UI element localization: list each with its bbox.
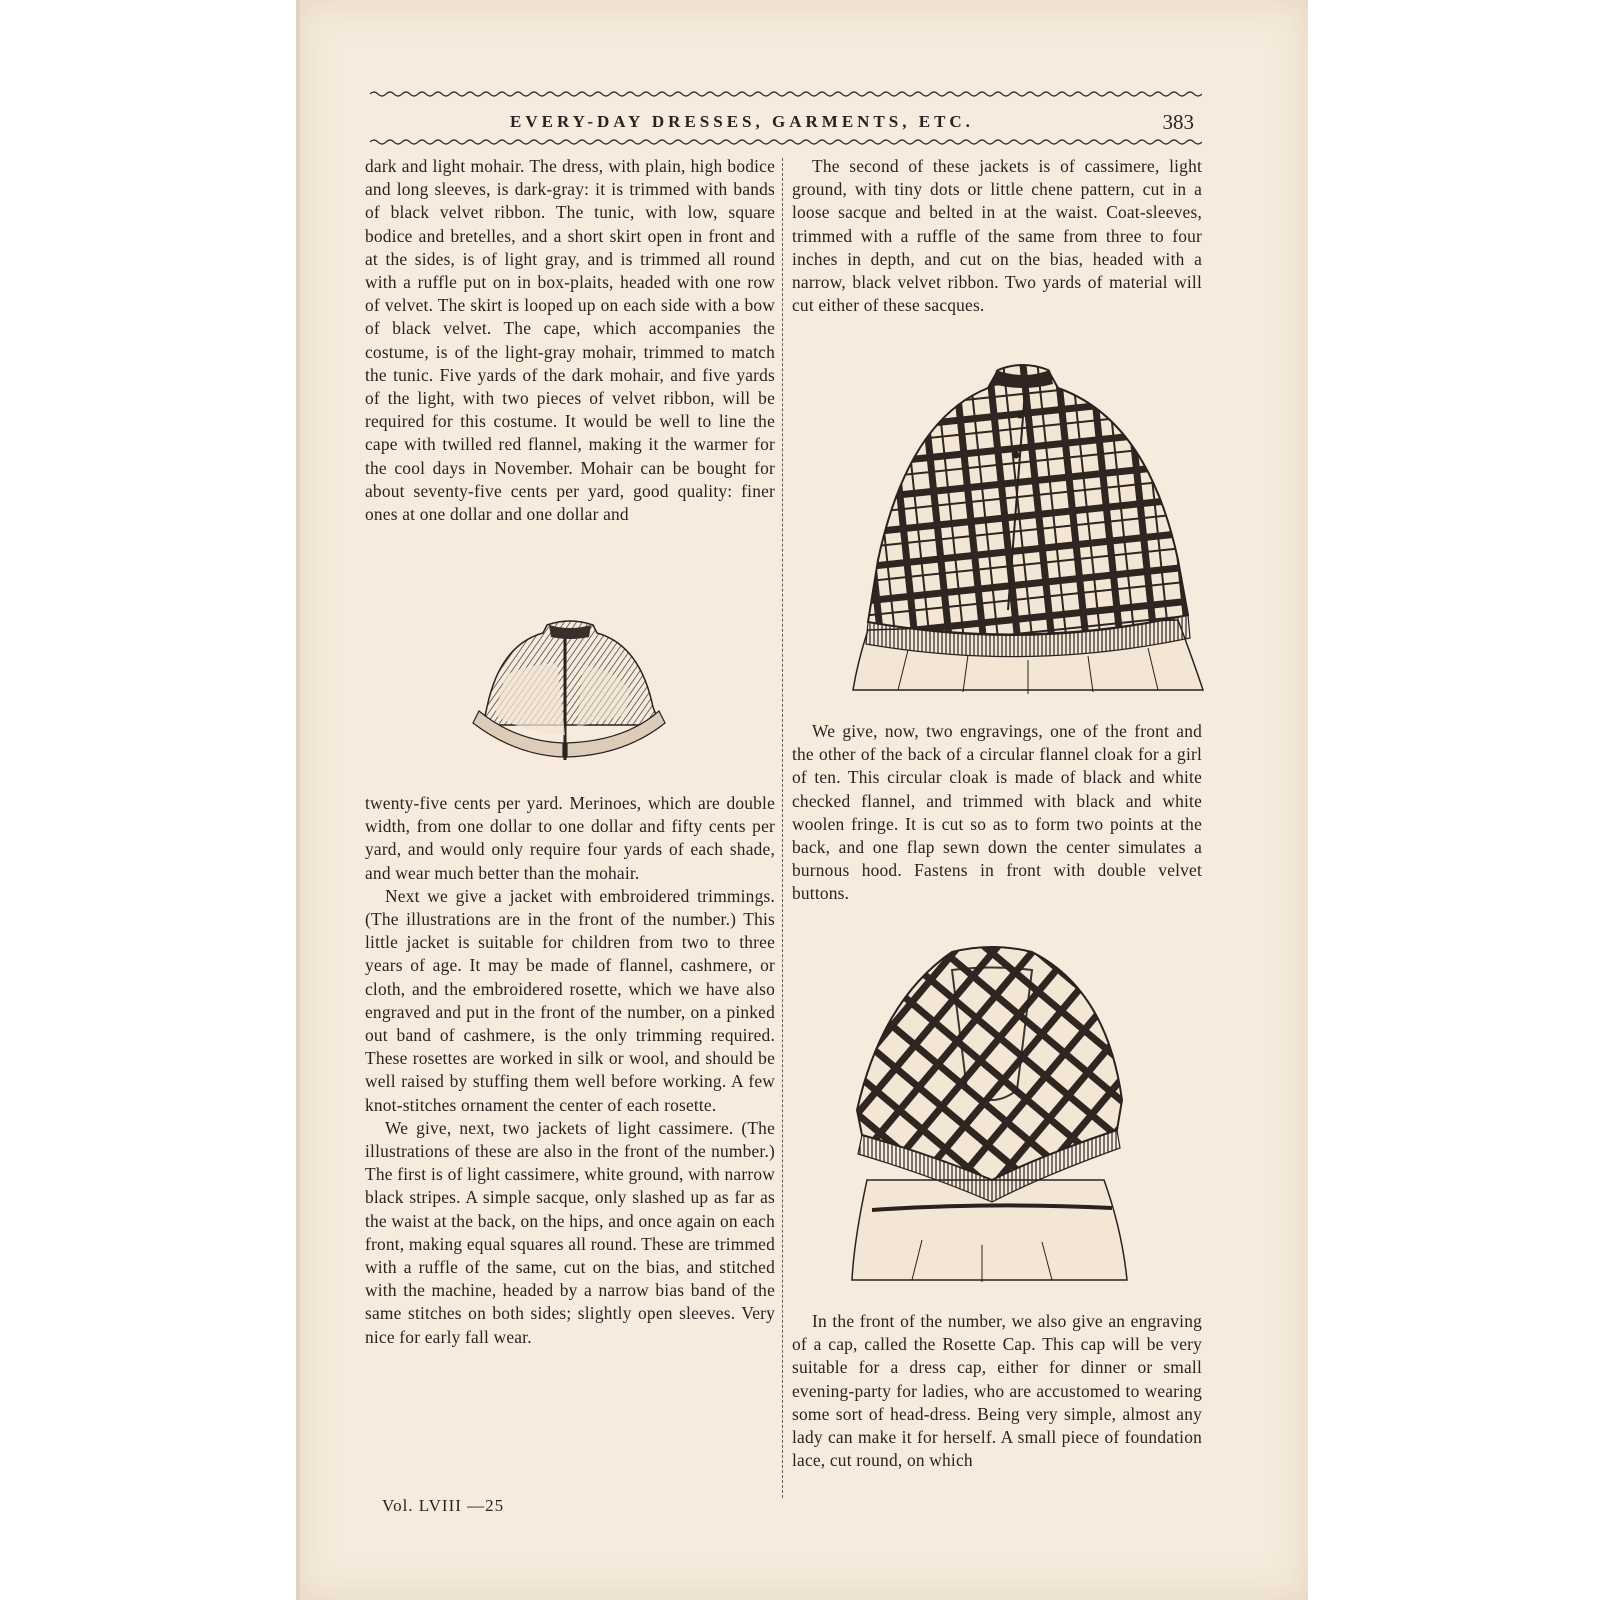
- paragraph: Next we give a jacket with embroidered trimmings. (The illustrations are in the front of the number.) This little jacket is suitable for children from two to three years of age. It may be made of flannel, cashmere, or cloth, and the embroidered rosette, which we have also engraved and put in the front of the number, on a pinked out band of cashmere, is the only trimming required. These rosettes are worked in silk or wool, and should be well raised by stuffing them well before working. A few knot-stitches ornament the center of each rosette.: [365, 885, 775, 1115]
- volume-signature: Vol. LVIII —25: [382, 1496, 505, 1515]
- cape-engraving: [465, 615, 675, 775]
- page-edge: [296, 0, 300, 1600]
- paragraph: twenty-five cents per yard. Merinoes, which are double width, from one dollar to one dollar and fifty cents per yard, and would only require four yards of each shade, and wear much better than the mohair.: [365, 793, 775, 883]
- running-title: EVERY-DAY DRESSES, GARMENTS, ETC.: [510, 112, 974, 131]
- page-number: 383: [1162, 110, 1194, 134]
- checked-cloak-back-engraving: [842, 940, 1142, 1300]
- running-head: [370, 110, 1202, 136]
- right-column-bottom: [792, 1310, 1202, 1472]
- paragraph: We give, next, two jackets of light cassimere. (The illustrations of these are also in the front of the number.) The first is of light cassimere, white ground, with narrow black stripes. A simple sacque, only slashed up as far as the waist at the back, on the hips, and once again on each front, making equal squares all round. These are trimmed with a ruffle of the same, cut on the bias, and stitched with the machine, headed by a narrow bias band of the same stitches on both sides; slightly open sleeves. Very nice for early fall wear.: [365, 1117, 775, 1347]
- checked-cloak-front-engraving: [848, 360, 1208, 710]
- column-divider: [782, 158, 785, 1498]
- paragraph: We give, now, two engravings, one of the front and the other of the back of a circular flannel cloak for a girl of ten. This circular cloak is made of black and white checked flannel, and trimmed with black and white woolen fringe. It is cut so as to form two points at the back, and one flap sewn down the center simulates a burnous hood. Fastens in front with double velvet buttons.: [792, 721, 1202, 904]
- left-column-bottom: [365, 792, 775, 1349]
- right-column-top: [792, 155, 1202, 317]
- paragraph: The second of these jackets is of cassimere, light ground, with tiny dots or little chene pattern, cut in a loose sacque and belted in at the waist. Coat-sleeves, trimmed with a ruffle of the same from three to four inches in depth, and cut on the bias, headed with a narrow, black velvet ribbon. Two yards of material will cut either of these sacques.: [792, 156, 1202, 316]
- paragraph: dark and light mohair. The dress, with plain, high bodice and long sleeves, is dark-gray: it is trimmed with bands of black velvet ribbon. The tunic, with low, square bodice and bretelles, and a short skirt open in front and at the sides, is of light gray, and is trimmed all round with a ruffle put on in box-plaits, headed with one row of velvet. The skirt is looped up on each side with a bow of black velvet. The cape, which accompanies the costume, is of the light-gray mohair, trimmed to match the tunic. Five yards of the dark mohair, and five yards of the light, with two pieces of velvet ribbon, will be required for this costume. It would be well to line the cape with twilled red flannel, making it the warmer for the cool days in November. Mohair can be bought for about seventy-five cents per yard, good quality: finer ones at one dollar and one dollar and: [365, 156, 775, 525]
- header-rule-bottom: [370, 138, 1202, 146]
- paragraph: In the front of the number, we also give an engraving of a cap, called the Rosette Cap. This cap will be very suitable for a dress cap, either for dinner or small evening-party for ladies, who are accustomed to wearing some sort of head-dress. Being very simple, almost any lady can make it for herself. A small piece of foundation lace, cut round, on which: [792, 1311, 1202, 1471]
- right-column-middle: [792, 720, 1202, 906]
- header-rule-top: [370, 90, 1202, 98]
- left-column-top: [365, 155, 775, 526]
